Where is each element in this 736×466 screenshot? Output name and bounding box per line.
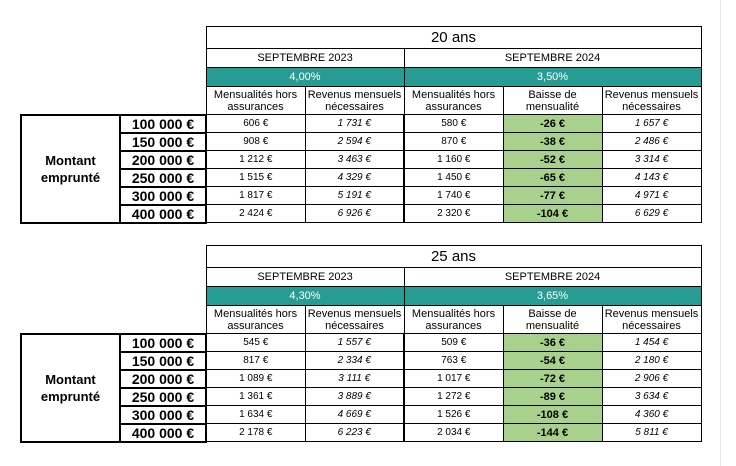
- header-line: Revenus mensuels: [307, 307, 402, 320]
- mensualite-2023: 2 178 €: [206, 424, 305, 442]
- revenus-2023: 1 557 €: [305, 334, 404, 352]
- table-row: [21, 115, 701, 133]
- loan-amount: 200 000 €: [120, 151, 206, 169]
- baisse-mensualite: -108 €: [503, 406, 602, 424]
- revenus-2024: 2 486 €: [602, 133, 701, 151]
- loan-table-20-ans: [20, 26, 702, 224]
- baisse-mensualite: -65 €: [503, 169, 602, 187]
- emprunte-text: emprunté: [40, 169, 101, 185]
- mensualite-2024: 1 450 €: [404, 169, 503, 187]
- column-header-revenus-2023: [305, 306, 404, 334]
- loan-amount: 300 000 €: [120, 187, 206, 205]
- column-header-revenus-2024: [602, 87, 701, 115]
- header-line: Baisse de: [528, 307, 577, 320]
- loan-amount: 100 000 €: [120, 115, 206, 133]
- header-line: nécessaires: [622, 100, 681, 113]
- revenus-2023: 4 329 €: [305, 169, 404, 187]
- header-line: Mensualités hors: [213, 88, 298, 101]
- revenus-2023: 5 191 €: [305, 187, 404, 205]
- revenus-2024: 3 634 €: [602, 388, 701, 406]
- revenus-2024: 4 143 €: [602, 169, 701, 187]
- revenus-2024: 1 657 €: [602, 115, 701, 133]
- revenus-2023: 3 889 €: [305, 388, 404, 406]
- loan-amount: 150 000 €: [120, 133, 206, 151]
- mensualite-2024: 1 017 €: [404, 370, 503, 388]
- header-line: Mensualités hors: [411, 88, 496, 101]
- column-header-mensualites-2023: [206, 87, 305, 115]
- column-header-baisse: [503, 306, 602, 334]
- revenus-2024: 4 360 €: [602, 406, 701, 424]
- loan-amount: 250 000 €: [120, 169, 206, 187]
- header-line: mensualité: [525, 319, 580, 332]
- baisse-mensualite: -104 €: [503, 205, 602, 223]
- loan-amount: 150 000 €: [120, 352, 206, 370]
- column-header-mensualites-2023: [206, 306, 305, 334]
- loan-amount: 300 000 €: [120, 406, 206, 424]
- rate-2024: 3,50%: [404, 68, 701, 87]
- revenus-2024: 4 971 €: [602, 187, 701, 205]
- rate-2023: 4,00%: [206, 68, 404, 87]
- mensualite-2023: 1 634 €: [206, 406, 305, 424]
- loan-amount: 250 000 €: [120, 388, 206, 406]
- duration-header: 25 ans: [206, 246, 701, 268]
- period-2024-header: SEPTEMBRE 2024: [404, 268, 701, 287]
- revenus-2023: 1 731 €: [305, 115, 404, 133]
- table-row: [21, 334, 701, 352]
- column-header-mensualites-2024: [404, 87, 503, 115]
- mensualite-2024: 2 034 €: [404, 424, 503, 442]
- table-row: [21, 370, 701, 388]
- mensualite-2023: 817 €: [206, 352, 305, 370]
- baisse-mensualite: -52 €: [503, 151, 602, 169]
- revenus-2023: 3 463 €: [305, 151, 404, 169]
- mensualite-2024: 763 €: [404, 352, 503, 370]
- mensualite-2023: 606 €: [206, 115, 305, 133]
- table-row: [21, 352, 701, 370]
- column-header-baisse: [503, 87, 602, 115]
- montant-text: Montant: [45, 152, 96, 168]
- mensualite-2023: 1 515 €: [206, 169, 305, 187]
- period-2023-header: SEPTEMBRE 2023: [206, 268, 404, 287]
- column-header-revenus-2023: [305, 87, 404, 115]
- blank-corner: [21, 306, 206, 334]
- revenus-2024: 6 629 €: [602, 205, 701, 223]
- revenus-2024: 2 906 €: [602, 370, 701, 388]
- mensualite-2024: 509 €: [404, 334, 503, 352]
- header-line: Revenus mensuels: [604, 88, 699, 101]
- mensualite-2023: 1 817 €: [206, 187, 305, 205]
- revenus-2023: 6 223 €: [305, 424, 404, 442]
- mensualite-2024: 1 272 €: [404, 388, 503, 406]
- montant-emprunte-label: [21, 115, 120, 223]
- revenus-2024: 2 180 €: [602, 352, 701, 370]
- baisse-mensualite: -72 €: [503, 370, 602, 388]
- table-row: [21, 388, 701, 406]
- header-line: nécessaires: [325, 319, 384, 332]
- baisse-mensualite: -36 €: [503, 334, 602, 352]
- table-row: [21, 151, 701, 169]
- revenus-2023: 4 669 €: [305, 406, 404, 424]
- duration-header: 20 ans: [206, 27, 701, 49]
- loan-amount: 400 000 €: [120, 424, 206, 442]
- page-edge-line: [720, 0, 721, 466]
- baisse-mensualite: -89 €: [503, 388, 602, 406]
- mensualite-2024: 2 320 €: [404, 205, 503, 223]
- rate-2024: 3,65%: [404, 287, 701, 306]
- blank-corner: [21, 27, 206, 49]
- header-line: assurances: [425, 319, 482, 332]
- revenus-2023: 3 111 €: [305, 370, 404, 388]
- column-header-mensualites-2024: [404, 306, 503, 334]
- header-line: nécessaires: [622, 319, 681, 332]
- mensualite-2024: 870 €: [404, 133, 503, 151]
- revenus-2024: 5 811 €: [602, 424, 701, 442]
- period-2023-header: SEPTEMBRE 2023: [206, 49, 404, 68]
- loan-amount: 200 000 €: [120, 370, 206, 388]
- column-header-revenus-2024: [602, 306, 701, 334]
- loan-amount: 100 000 €: [120, 334, 206, 352]
- header-line: nécessaires: [325, 100, 384, 113]
- header-line: assurances: [227, 100, 284, 113]
- loan-amount: 400 000 €: [120, 205, 206, 223]
- header-line: Mensualités hors: [411, 307, 496, 320]
- revenus-2023: 6 926 €: [305, 205, 404, 223]
- blank-corner: [21, 49, 206, 68]
- mensualite-2023: 908 €: [206, 133, 305, 151]
- blank-corner: [21, 287, 206, 306]
- rate-2023: 4,30%: [206, 287, 404, 306]
- header-line: Revenus mensuels: [604, 307, 699, 320]
- blank-corner: [21, 246, 206, 268]
- blank-corner: [21, 268, 206, 287]
- revenus-2023: 2 334 €: [305, 352, 404, 370]
- mensualite-2024: 1 740 €: [404, 187, 503, 205]
- baisse-mensualite: -144 €: [503, 424, 602, 442]
- table-row: [21, 205, 701, 223]
- table-row: [21, 406, 701, 424]
- header-line: assurances: [425, 100, 482, 113]
- mensualite-2024: 580 €: [404, 115, 503, 133]
- revenus-2024: 3 314 €: [602, 151, 701, 169]
- mensualite-2023: 545 €: [206, 334, 305, 352]
- revenus-2023: 2 594 €: [305, 133, 404, 151]
- header-line: mensualité: [525, 100, 580, 113]
- table-row: [21, 169, 701, 187]
- table-row: [21, 187, 701, 205]
- mensualite-2024: 1 160 €: [404, 151, 503, 169]
- header-line: Baisse de: [528, 88, 577, 101]
- table-row: [21, 424, 701, 442]
- revenus-2024: 1 454 €: [602, 334, 701, 352]
- header-line: assurances: [227, 319, 284, 332]
- mensualite-2024: 1 526 €: [404, 406, 503, 424]
- loan-table-25-ans: [20, 245, 702, 443]
- emprunte-text: emprunté: [40, 388, 101, 404]
- header-line: Revenus mensuels: [307, 88, 402, 101]
- mensualite-2023: 1 212 €: [206, 151, 305, 169]
- blank-corner: [21, 87, 206, 115]
- mensualite-2023: 1 361 €: [206, 388, 305, 406]
- mensualite-2023: 2 424 €: [206, 205, 305, 223]
- baisse-mensualite: -38 €: [503, 133, 602, 151]
- table-row: [21, 133, 701, 151]
- blank-corner: [21, 68, 206, 87]
- period-2024-header: SEPTEMBRE 2024: [404, 49, 701, 68]
- header-line: Mensualités hors: [213, 307, 298, 320]
- montant-text: Montant: [45, 371, 96, 387]
- baisse-mensualite: -77 €: [503, 187, 602, 205]
- baisse-mensualite: -26 €: [503, 115, 602, 133]
- montant-emprunte-label: [21, 334, 120, 442]
- mensualite-2023: 1 089 €: [206, 370, 305, 388]
- baisse-mensualite: -54 €: [503, 352, 602, 370]
